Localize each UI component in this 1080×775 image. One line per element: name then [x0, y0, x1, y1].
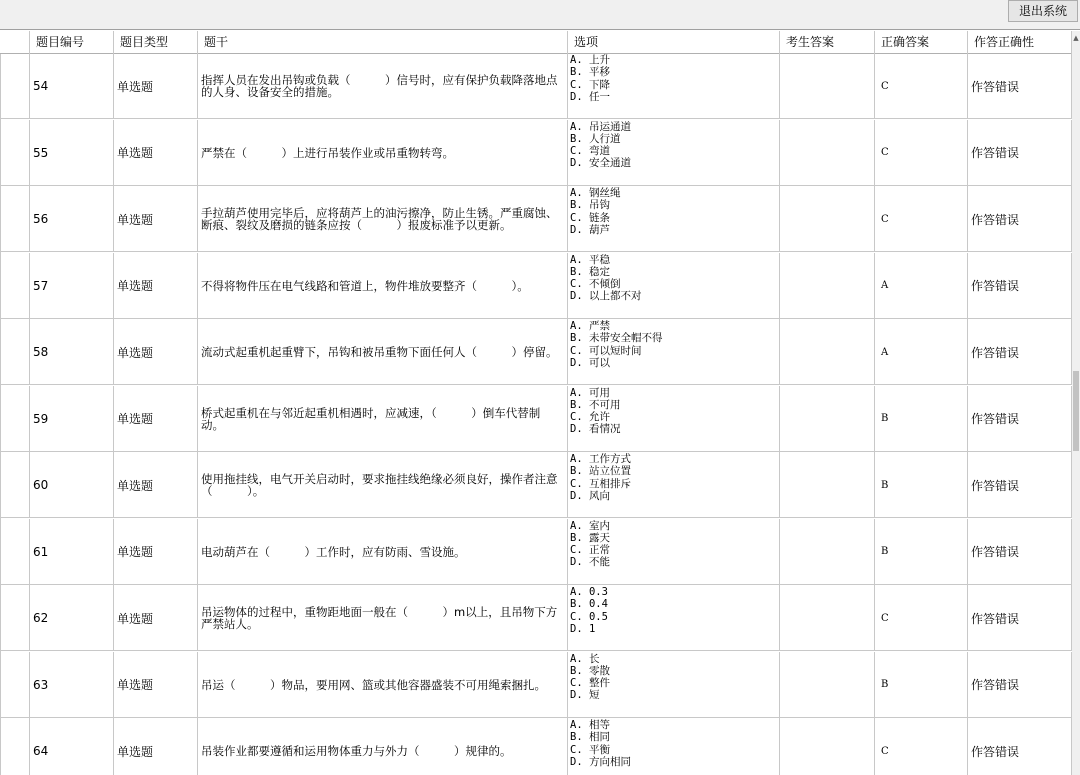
type-text: 单选题	[117, 279, 154, 293]
type-cell[interactable]	[114, 519, 198, 585]
correct-answer-text: A	[881, 280, 889, 291]
row-indicator-cell[interactable]	[0, 53, 30, 119]
type-cell[interactable]	[114, 319, 198, 385]
correctness-cell[interactable]	[968, 53, 1072, 119]
stem-cell[interactable]	[198, 386, 568, 452]
correctness-text: 作答错误	[971, 212, 1020, 227]
stem-cell[interactable]	[198, 186, 568, 252]
student-answer-cell[interactable]	[780, 585, 875, 651]
results-grid	[0, 31, 1072, 775]
option-line: D. 以上都不对	[570, 290, 642, 303]
number-text: 58	[33, 345, 49, 359]
correct-answer-cell[interactable]	[875, 386, 968, 452]
student-answer-cell[interactable]	[780, 319, 875, 385]
row-indicator-cell[interactable]	[0, 253, 30, 319]
correctness-cell[interactable]	[968, 386, 1072, 452]
option-line: B. 平移	[570, 66, 610, 79]
stem-text: 吊运物体的过程中，重物距地面一般在（ ）m以上，且吊物下方严禁站人。	[201, 605, 558, 631]
correctness-cell[interactable]	[968, 186, 1072, 252]
correctness-text: 作答错误	[971, 678, 1020, 692]
correct-answer-cell[interactable]	[875, 452, 968, 518]
option-line: B. 稳定	[570, 265, 610, 278]
stem-cell[interactable]	[198, 585, 568, 651]
table-row[interactable]	[0, 386, 1072, 452]
options-cell[interactable]	[568, 120, 780, 186]
option-line: D. 不能	[570, 556, 610, 569]
row-indicator-cell[interactable]	[0, 585, 30, 651]
stem-text: 桥式起重机在与邻近起重机相遇时，应减速，（ ）倒车代替制动。	[201, 405, 541, 432]
correct-answer-text: B	[881, 546, 889, 557]
option-line: A. 工作方式	[570, 453, 631, 465]
options-cell[interactable]	[568, 386, 780, 452]
correct-answer-text: B	[881, 479, 889, 491]
table-row[interactable]	[0, 319, 1072, 385]
grid-header	[0, 31, 1072, 54]
option-line: A. 相等	[570, 719, 610, 731]
option-line: C. 下降	[570, 78, 610, 91]
correctness-cell[interactable]	[968, 253, 1072, 319]
correctness-text: 作答错误	[971, 478, 1020, 493]
correctness-cell[interactable]	[968, 652, 1072, 718]
correct-answer-cell[interactable]	[875, 120, 968, 186]
correctness-text: 作答错误	[971, 744, 1020, 759]
correct-answer-cell[interactable]	[875, 519, 968, 585]
number-cell[interactable]	[30, 319, 114, 385]
table-row[interactable]	[0, 519, 1072, 585]
options-cell[interactable]	[568, 186, 780, 252]
option-line: D. 葫芦	[570, 223, 610, 236]
option-line: C. 互相排斥	[570, 477, 631, 490]
type-text: 单选题	[117, 79, 154, 94]
header-number[interactable]: 题目编号	[30, 31, 114, 53]
option-line: D. 方向相同	[570, 755, 631, 768]
type-text: 单选题	[117, 345, 154, 360]
table-row[interactable]	[0, 652, 1072, 718]
correctness-text: 作答错误	[971, 545, 1020, 559]
option-line: B. 露天	[570, 531, 610, 544]
stem-text: 吊装作业都要遵循和运用物体重力与外力（ ）规律的。	[201, 744, 512, 758]
type-cell[interactable]	[114, 53, 198, 119]
option-line: D. 看情况	[570, 423, 621, 436]
header-student-answer[interactable]: 考生答案	[780, 31, 875, 53]
correct-answer-text: C	[881, 213, 889, 225]
options-cell[interactable]	[568, 53, 780, 119]
stem-cell[interactable]	[198, 53, 568, 119]
vertical-scrollbar[interactable]	[1072, 31, 1080, 775]
number-cell[interactable]	[30, 585, 114, 651]
stem-cell[interactable]	[198, 452, 568, 518]
correct-answer-text: C	[881, 147, 889, 158]
number-cell[interactable]	[30, 718, 114, 775]
number-cell[interactable]	[30, 519, 114, 585]
correct-answer-text: C	[881, 80, 889, 92]
table-row[interactable]	[0, 186, 1072, 252]
correct-answer-text: B	[881, 679, 889, 690]
correctness-text: 作答错误	[971, 79, 1020, 94]
type-text: 单选题	[117, 412, 154, 426]
type-cell[interactable]	[114, 585, 198, 651]
exit-system-button[interactable]: 退出系统	[1008, 0, 1078, 22]
stem-text: 不得将物件压在电气线路和管道上，物件堆放要整齐（ ）。	[201, 278, 529, 293]
option-line: B. 站立位置	[570, 465, 631, 478]
row-indicator-cell[interactable]	[0, 519, 30, 585]
option-line: A. 吊运通道	[570, 120, 631, 133]
header-stem[interactable]: 题干	[198, 31, 568, 53]
option-line: B. 不可用	[570, 398, 621, 411]
student-answer-cell[interactable]	[780, 652, 875, 718]
option-line: A. 上升	[570, 54, 610, 66]
correctness-text: 作答错误	[971, 412, 1020, 426]
correct-answer-text: C	[881, 612, 889, 624]
student-answer-cell[interactable]	[780, 120, 875, 186]
type-cell[interactable]	[114, 120, 198, 186]
correctness-cell[interactable]	[968, 718, 1072, 775]
type-text: 单选题	[117, 478, 154, 493]
options-cell[interactable]	[568, 718, 780, 775]
student-answer-cell[interactable]	[780, 53, 875, 119]
option-line: A. 室内	[570, 519, 610, 532]
row-indicator-cell[interactable]	[0, 319, 30, 385]
options-cell[interactable]	[568, 319, 780, 385]
stem-text: 吊运（ ）物品，要用网、篮或其他容器盛装不可用绳索捆扎。	[201, 677, 546, 692]
correctness-text: 作答错误	[971, 146, 1020, 160]
option-line: C. 整件	[570, 677, 610, 690]
table-row[interactable]	[0, 253, 1072, 319]
number-text: 54	[33, 79, 49, 93]
option-line: C. 正常	[570, 544, 610, 557]
type-text: 单选题	[117, 744, 154, 759]
number-text: 61	[33, 544, 49, 559]
number-text: 63	[33, 677, 49, 692]
option-line: B. 人行道	[570, 132, 621, 145]
option-line: B. 零散	[570, 664, 610, 677]
stem-text: 电动葫芦在（ ）工作时，应有防雨、雪设施。	[201, 544, 466, 559]
type-text: 单选题	[117, 611, 154, 626]
table-row[interactable]	[0, 718, 1072, 775]
option-line: B. 相同	[570, 731, 610, 744]
options-cell[interactable]	[568, 652, 780, 718]
stem-cell[interactable]	[198, 319, 568, 385]
row-indicator-cell[interactable]	[0, 186, 30, 252]
option-line: A. 平稳	[570, 253, 610, 266]
option-line: A. 长	[570, 652, 600, 665]
stem-cell[interactable]	[198, 519, 568, 585]
correct-answer-cell[interactable]	[875, 186, 968, 252]
scroll-thumb[interactable]	[1073, 371, 1079, 451]
correct-answer-cell[interactable]	[875, 319, 968, 385]
option-line: A. 可用	[570, 386, 610, 399]
correctness-cell[interactable]	[968, 120, 1072, 186]
table-row[interactable]	[0, 585, 1072, 651]
option-line: C. 链条	[570, 211, 610, 224]
student-answer-cell[interactable]	[780, 718, 875, 775]
top-toolbar	[0, 0, 1080, 30]
number-text: 55	[33, 145, 49, 160]
header-correctness[interactable]: 作答正确性	[968, 31, 1072, 53]
correct-answer-cell[interactable]	[875, 253, 968, 319]
number-cell[interactable]	[30, 53, 114, 119]
correct-answer-text: A	[881, 346, 889, 358]
table-row[interactable]	[0, 452, 1072, 518]
number-cell[interactable]	[30, 452, 114, 518]
number-text: 64	[33, 744, 49, 758]
header-row-indicator	[0, 31, 30, 53]
option-line: A. 钢丝绳	[570, 187, 621, 199]
type-text: 单选题	[117, 545, 154, 559]
options-cell[interactable]	[568, 585, 780, 651]
stem-text: 严禁在（ ）上进行吊装作业或吊重物转弯。	[201, 145, 454, 160]
correctness-text: 作答错误	[971, 611, 1020, 626]
number-text: 56	[33, 212, 49, 226]
type-text: 单选题	[117, 146, 154, 160]
correctness-cell[interactable]	[968, 452, 1072, 518]
option-line: A. 严禁	[570, 320, 610, 332]
option-line: C. 不倾倒	[570, 278, 621, 291]
scroll-up-arrow-icon[interactable]: ▲	[1073, 34, 1079, 42]
row-indicator-cell[interactable]	[0, 120, 30, 186]
row-indicator-cell[interactable]	[0, 452, 30, 518]
number-text: 57	[33, 278, 49, 293]
type-cell[interactable]	[114, 452, 198, 518]
type-cell[interactable]	[114, 386, 198, 452]
row-indicator-cell[interactable]	[0, 652, 30, 718]
option-line: D. 安全通道	[570, 157, 631, 170]
number-cell[interactable]	[30, 386, 114, 452]
option-line: C. 允许	[570, 411, 610, 424]
option-line: A. 0.3	[570, 586, 608, 598]
correct-answer-text: C	[881, 745, 889, 757]
type-text: 单选题	[117, 678, 154, 692]
option-line: B. 0.4	[570, 598, 608, 611]
number-cell[interactable]	[30, 652, 114, 718]
option-line: C. 平衡	[570, 743, 610, 756]
row-indicator-cell[interactable]	[0, 386, 30, 452]
option-line: D. 任一	[570, 90, 610, 103]
correct-answer-text: B	[881, 413, 889, 424]
stem-text: 手拉葫芦使用完毕后，应将葫芦上的油污擦净，防止生锈。严重腐蚀、断痕、裂纹及磨损的链条应按（ ）报废标准予以更新。	[201, 206, 558, 232]
row-indicator-cell[interactable]	[0, 718, 30, 775]
number-cell[interactable]	[30, 186, 114, 252]
student-answer-cell[interactable]	[780, 452, 875, 518]
stem-cell[interactable]	[198, 253, 568, 319]
option-line: B. 未带安全帽不得	[570, 332, 663, 345]
correct-answer-cell[interactable]	[875, 53, 968, 119]
correctness-cell[interactable]	[968, 585, 1072, 651]
type-text: 单选题	[117, 212, 154, 227]
type-cell[interactable]	[114, 186, 198, 252]
number-cell[interactable]	[30, 120, 114, 186]
stem-cell[interactable]	[198, 652, 568, 718]
correct-answer-cell[interactable]	[875, 585, 968, 651]
table-row[interactable]	[0, 120, 1072, 186]
option-line: C. 0.5	[570, 610, 608, 623]
student-answer-cell[interactable]	[780, 519, 875, 585]
stem-cell[interactable]	[198, 120, 568, 186]
stem-text: 流动式起重机起重臂下，吊钩和被吊重物下面任何人（ ）停留。	[201, 345, 558, 359]
option-line: D. 风向	[570, 489, 610, 502]
options-cell[interactable]	[568, 519, 780, 585]
type-cell[interactable]	[114, 253, 198, 319]
correct-answer-cell[interactable]	[875, 718, 968, 775]
option-line: C. 可以短时间	[570, 344, 642, 357]
correctness-text: 作答错误	[971, 345, 1020, 360]
correctness-text: 作答错误	[971, 279, 1020, 293]
header-correct-answer[interactable]: 正确答案	[875, 31, 968, 53]
option-line: C. 弯道	[570, 145, 610, 158]
header-type[interactable]: 题目类型	[114, 31, 198, 53]
table-row[interactable]	[0, 53, 1072, 119]
type-cell[interactable]	[114, 718, 198, 775]
number-text: 59	[33, 411, 49, 426]
number-text: 60	[33, 478, 49, 492]
type-cell[interactable]	[114, 652, 198, 718]
number-text: 62	[33, 611, 49, 625]
options-cell[interactable]	[568, 452, 780, 518]
correctness-cell[interactable]	[968, 319, 1072, 385]
correctness-cell[interactable]	[968, 519, 1072, 585]
stem-text: 使用拖挂线，电气开关启动时，要求拖挂线绝缘必须良好，操作者注意（ ）。	[201, 472, 558, 498]
student-answer-cell[interactable]	[780, 253, 875, 319]
student-answer-cell[interactable]	[780, 186, 875, 252]
number-cell[interactable]	[30, 253, 114, 319]
option-line: D. 1	[570, 622, 596, 635]
stem-cell[interactable]	[198, 718, 568, 775]
option-line: B. 吊钩	[570, 199, 610, 212]
stem-text: 指挥人员在发出吊钩或负载（ ）信号时，应有保护负载降落地点的人身、设备安全的措施。	[201, 73, 558, 99]
correct-answer-cell[interactable]	[875, 652, 968, 718]
student-answer-cell[interactable]	[780, 386, 875, 452]
options-cell[interactable]	[568, 253, 780, 319]
option-line: D. 短	[570, 689, 600, 702]
option-line: D. 可以	[570, 356, 610, 369]
header-options[interactable]: 选项	[568, 31, 780, 53]
